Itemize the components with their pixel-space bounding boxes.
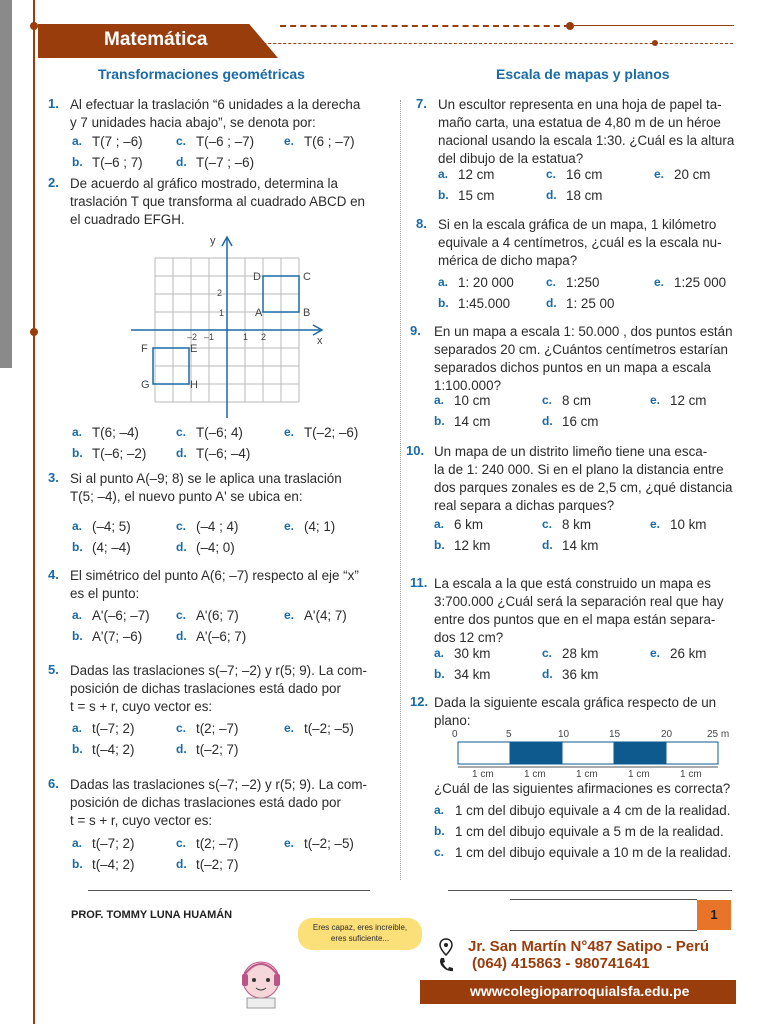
option-letter[interactable]: b. <box>72 629 83 643</box>
question-number: 4. <box>48 567 59 582</box>
option-letter[interactable]: e. <box>650 517 661 531</box>
svg-text:1 cm: 1 cm <box>524 769 546 780</box>
question-number: 10. <box>406 443 425 458</box>
option-text[interactable]: 16 cm <box>562 414 599 429</box>
question-text: plano: <box>434 713 471 728</box>
question-text: la de 1: 240 000. Si en el plano la distancia entre <box>434 462 724 477</box>
point-F: F <box>141 343 148 355</box>
svg-text:25 m: 25 m <box>707 729 730 740</box>
question-text: t = s + r, cuyo vector es: <box>70 699 213 714</box>
option-text[interactable]: 1 cm del dibujo equivale a 4 cm de la realidad. <box>455 803 731 818</box>
option-text[interactable]: t(2; –7) <box>196 721 239 736</box>
question-text: Dadas las traslaciones s(–7; –2) y r(5; 9). La com- <box>70 777 367 792</box>
question-number: 9. <box>410 323 421 338</box>
option-letter[interactable]: d. <box>176 446 187 460</box>
option-letter[interactable]: c. <box>176 519 187 533</box>
point-C: C <box>303 271 311 283</box>
question-text: De acuerdo al gráfico mostrado, determina la <box>70 176 338 191</box>
question-text: dos parques zonales es de 2,5 cm, ¿qué distancia <box>434 480 733 495</box>
y-axis-label: y <box>210 235 216 247</box>
question-text: El simétrico del punto A(6; –7) respecto al eje “x” <box>70 568 359 583</box>
option-letter[interactable]: a. <box>72 134 83 148</box>
option-text[interactable]: t(–7; 2) <box>92 721 135 736</box>
svg-text:1: 1 <box>219 308 225 318</box>
option-letter[interactable]: c. <box>176 425 187 439</box>
option-text[interactable]: (4; –4) <box>92 540 131 555</box>
point-H: H <box>190 379 198 391</box>
option-text[interactable]: t(–4; 2) <box>92 857 135 872</box>
side-band <box>0 0 12 368</box>
option-letter[interactable]: b. <box>434 538 445 552</box>
point-E: E <box>190 343 198 355</box>
option-text[interactable]: A'(–6; –7) <box>92 608 150 623</box>
option-letter[interactable]: b. <box>72 857 83 871</box>
option-text[interactable]: (–4; 0) <box>196 540 235 555</box>
option-text[interactable]: T(–6; 4) <box>196 425 243 440</box>
school-website[interactable]: wwwcolegioparroquialsfa.edu.pe <box>470 983 690 999</box>
question-text: nacional usando la escala 1:30. ¿Cuál es la altura <box>438 133 735 148</box>
option-letter[interactable]: b. <box>72 446 83 460</box>
option-text[interactable]: A'(6; 7) <box>196 608 239 623</box>
svg-text:–2: –2 <box>187 332 198 342</box>
question-text: En un mapa a escala 1: 50.000 , dos puntos están <box>434 324 733 339</box>
question-text: es el punto: <box>70 586 140 601</box>
option-text[interactable]: (–4; 5) <box>92 519 131 534</box>
header-dash-line <box>280 25 570 27</box>
svg-text:15: 15 <box>609 729 621 740</box>
option-letter[interactable]: a. <box>434 393 445 407</box>
option-text[interactable]: 8 km <box>562 517 592 532</box>
option-letter[interactable]: c. <box>542 517 553 531</box>
option-letter[interactable]: a. <box>72 519 83 533</box>
x-axis-label: x <box>317 335 323 347</box>
option-letter[interactable]: b. <box>72 540 83 554</box>
option-letter[interactable]: c. <box>176 134 187 148</box>
option-text[interactable]: 1 cm del dibujo equivale a 5 m de la realidad. <box>455 824 724 839</box>
question-text: el cuadrado EFGH. <box>70 212 185 227</box>
option-letter[interactable]: e. <box>650 393 661 407</box>
question-text: separados 20 cm. ¿Cuántos centímetros estarían <box>434 342 728 357</box>
option-text[interactable]: 20 cm <box>674 167 711 182</box>
option-letter[interactable]: d. <box>176 742 187 756</box>
option-text[interactable]: T(–6; –4) <box>196 446 251 461</box>
option-letter[interactable]: b. <box>434 824 445 838</box>
option-letter[interactable]: d. <box>546 188 557 202</box>
phone-icon <box>438 956 454 974</box>
svg-text:1 cm: 1 cm <box>472 769 494 780</box>
option-letter[interactable]: c. <box>434 845 445 859</box>
option-letter[interactable]: d. <box>546 296 557 310</box>
question-text: Al efectuar la traslación “6 unidades a la derecha <box>70 97 361 112</box>
svg-text:1 cm: 1 cm <box>628 769 650 780</box>
point-G: G <box>141 379 150 391</box>
option-text[interactable]: T(–6; –2) <box>92 446 147 461</box>
option-letter[interactable]: c. <box>176 721 187 735</box>
question-text: posición de dichas traslaciones está dado por <box>70 681 341 696</box>
option-text[interactable]: t(–2; –5) <box>304 721 354 736</box>
question-text: Dadas las traslaciones s(–7; –2) y r(5; 9). La com- <box>70 663 367 678</box>
option-letter[interactable]: d. <box>176 629 187 643</box>
option-text[interactable]: A'(4; 7) <box>304 608 347 623</box>
option-text[interactable]: 18 cm <box>566 188 603 203</box>
question-text: Un escultor representa en una hoja de papel ta- <box>438 97 722 112</box>
question-text: real separa a dichas parques? <box>434 498 615 513</box>
question-number: 5. <box>48 662 59 677</box>
question-number: 8. <box>416 216 427 231</box>
option-text[interactable]: 12 cm <box>670 393 707 408</box>
option-letter[interactable]: c. <box>542 646 553 660</box>
question-number: 3. <box>48 470 59 485</box>
option-text[interactable]: t(–7; 2) <box>92 836 135 851</box>
option-letter[interactable]: e. <box>284 134 295 148</box>
option-letter[interactable]: a. <box>438 275 449 289</box>
header-dot <box>566 22 574 30</box>
section-title-left: Transformaciones geométricas <box>98 66 305 82</box>
option-letter[interactable]: a. <box>72 836 83 850</box>
option-letter[interactable]: b. <box>434 667 445 681</box>
option-letter[interactable]: d. <box>176 540 187 554</box>
option-letter[interactable]: b. <box>438 296 449 310</box>
option-letter[interactable]: a. <box>434 803 445 817</box>
option-text[interactable]: 1:25 000 <box>674 275 727 290</box>
question-text: entre dos puntos que en el mapa están separa- <box>434 612 716 627</box>
option-text[interactable]: t(–4; 2) <box>92 742 135 757</box>
option-letter[interactable]: b. <box>434 414 445 428</box>
svg-text:10: 10 <box>558 729 570 740</box>
option-text[interactable]: t(–2; 7) <box>196 857 239 872</box>
question-number: 12. <box>410 694 429 709</box>
option-text[interactable]: 1: 20 000 <box>458 275 514 290</box>
option-letter[interactable]: c. <box>546 167 557 181</box>
question-text: Un mapa de un distrito limeño tiene una esca- <box>434 444 708 459</box>
question-text: t = s + r, cuyo vector es: <box>70 813 213 828</box>
option-text[interactable]: 14 km <box>562 538 599 553</box>
option-text[interactable]: t(2; –7) <box>196 836 239 851</box>
margin-dot <box>30 22 38 30</box>
option-letter[interactable]: c. <box>176 608 187 622</box>
question-number: 11. <box>410 575 428 590</box>
option-letter[interactable]: e. <box>284 425 295 439</box>
header-dot <box>652 40 658 46</box>
question-number: 1. <box>48 96 59 111</box>
svg-text:1 cm: 1 cm <box>680 769 702 780</box>
question-text: T(5; –4), el nuevo punto A' se ubica en: <box>70 489 303 504</box>
svg-text:5: 5 <box>506 729 512 740</box>
option-text[interactable]: T(–7 ; –6) <box>196 155 255 170</box>
option-text[interactable]: 10 cm <box>454 393 491 408</box>
option-letter[interactable]: e. <box>650 646 661 660</box>
location-pin-icon <box>438 938 454 956</box>
question-text: mérica de dicho mapa? <box>438 253 578 268</box>
option-text[interactable]: 16 cm <box>566 167 603 182</box>
option-text[interactable]: 12 cm <box>458 167 495 182</box>
option-letter[interactable]: d. <box>176 155 187 169</box>
option-text[interactable]: 10 km <box>670 517 707 532</box>
option-letter[interactable]: e. <box>654 167 665 181</box>
option-text[interactable]: (–4 ; 4) <box>196 519 239 534</box>
option-letter[interactable]: e. <box>284 721 295 735</box>
option-letter[interactable]: a. <box>434 646 445 660</box>
svg-text:2: 2 <box>261 332 267 342</box>
option-text[interactable]: T(–2; –6) <box>304 425 359 440</box>
margin-line <box>33 0 35 1024</box>
question-text: Si en la escala gráfica de un mapa, 1 kilómetro <box>438 217 717 232</box>
option-text[interactable]: 8 cm <box>562 393 592 408</box>
svg-text:–1: –1 <box>204 332 215 342</box>
option-text[interactable]: 1 cm del dibujo equivale a 10 m de la realidad. <box>455 845 732 860</box>
option-letter[interactable]: d. <box>542 414 553 428</box>
svg-text:20: 20 <box>661 729 673 740</box>
option-text[interactable]: T(6; –4) <box>92 425 139 440</box>
svg-text:1 cm: 1 cm <box>576 769 598 780</box>
school-address: Jr. San Martín N°487 Satipo - Perú <box>468 938 710 955</box>
option-letter[interactable]: d. <box>542 667 553 681</box>
question-text: La escala a la que está construido un mapa es <box>434 576 711 591</box>
question-text: maño carta, una estatua de 4,80 m de un héroe <box>438 115 721 130</box>
option-text[interactable]: 1:45.000 <box>458 296 511 311</box>
svg-text:0: 0 <box>452 729 458 740</box>
question-number: 6. <box>48 776 59 791</box>
option-letter[interactable]: e. <box>284 608 295 622</box>
svg-text:2: 2 <box>217 288 223 298</box>
page-rule <box>510 930 697 931</box>
option-letter[interactable]: a. <box>72 721 83 735</box>
option-letter[interactable]: a. <box>434 517 445 531</box>
question-text: Dada la siguiente escala gráfica respecto de un <box>434 695 717 710</box>
option-letter[interactable]: e. <box>284 519 295 533</box>
point-B: B <box>303 307 311 319</box>
motivation-bubble: Eres capaz, eres increible, eres suficiente... <box>298 918 422 950</box>
question-number: 2. <box>48 175 59 190</box>
option-text[interactable]: A'(7; –6) <box>92 629 143 644</box>
option-letter[interactable]: d. <box>176 857 187 871</box>
page-rule <box>510 899 697 900</box>
option-letter[interactable]: b. <box>72 155 83 169</box>
option-letter[interactable]: c. <box>542 393 553 407</box>
header-line <box>574 25 734 26</box>
question-text: del dibujo de la estatua? <box>438 151 584 166</box>
option-text[interactable]: 6 km <box>454 517 484 532</box>
column-divider <box>400 100 401 880</box>
option-text[interactable]: T(6 ; –7) <box>304 134 355 149</box>
page-number: 1 <box>697 900 731 930</box>
option-letter[interactable]: a. <box>72 608 83 622</box>
option-letter[interactable]: b. <box>72 742 83 756</box>
option-text[interactable]: 30 km <box>454 646 491 661</box>
option-letter[interactable]: b. <box>438 188 449 202</box>
school-phone: (064) 415863 - 980741641 <box>472 955 650 972</box>
option-text[interactable]: 12 km <box>454 538 491 553</box>
svg-text:1: 1 <box>243 332 249 342</box>
option-text[interactable]: T(–6 ; –7) <box>196 134 255 149</box>
option-text[interactable]: t(–2; –5) <box>304 836 354 851</box>
question-text: 1:100.000? <box>434 378 502 393</box>
option-letter[interactable]: a. <box>438 167 449 181</box>
question-text: y 7 unidades hacia abajo”, se denota por: <box>70 115 316 130</box>
footer-rule-left <box>88 890 370 891</box>
graphic-scale <box>430 725 740 785</box>
question-text: 3:700.000 ¿Cuál será la separación real que hay <box>434 594 724 609</box>
option-text[interactable]: t(–2; 7) <box>196 742 239 757</box>
question-number: 7. <box>416 96 427 111</box>
coordinate-graph <box>125 232 335 422</box>
option-text[interactable]: A'(–6; 7) <box>196 629 247 644</box>
option-text[interactable]: 15 cm <box>458 188 495 203</box>
girl-illustration <box>232 950 290 1012</box>
question-text: Si al punto A(–9; 8) se le aplica una traslación <box>70 471 342 486</box>
option-text[interactable]: T(–6 ; 7) <box>92 155 143 170</box>
question-text: dos 12 cm? <box>434 630 504 645</box>
question-text: separados dichos puntos en un mapa a escala <box>434 360 711 375</box>
point-A: A <box>255 307 263 319</box>
teacher-name: PROF. TOMMY LUNA HUAMÁN <box>71 909 233 921</box>
option-text[interactable]: 14 cm <box>454 414 491 429</box>
option-text[interactable]: (4; 1) <box>304 519 336 534</box>
option-text[interactable]: 26 km <box>670 646 707 661</box>
question-text: equivale a 4 centímetros, ¿cuál es la escala nu- <box>438 235 722 250</box>
option-text[interactable]: 1: 25 00 <box>566 296 615 311</box>
option-letter[interactable]: a. <box>72 425 83 439</box>
option-text[interactable]: 34 km <box>454 667 491 682</box>
option-text[interactable]: T(7 ; –6) <box>92 134 143 149</box>
point-D: D <box>253 271 261 283</box>
section-title-right: Escala de mapas y planos <box>496 66 670 82</box>
option-letter[interactable]: e. <box>654 275 665 289</box>
question-text: posición de dichas traslaciones está dado por <box>70 795 341 810</box>
footer-rule-right <box>448 890 732 891</box>
option-letter[interactable]: c. <box>176 836 187 850</box>
option-letter[interactable]: e. <box>284 836 295 850</box>
margin-dot <box>30 328 38 336</box>
option-text[interactable]: 28 km <box>562 646 599 661</box>
subject-title: Matemática <box>104 29 208 50</box>
option-text[interactable]: 1:250 <box>566 275 600 290</box>
option-text[interactable]: 36 km <box>562 667 599 682</box>
question-prompt: ¿Cuál de las siguientes afirmaciones es correcta? <box>434 781 731 796</box>
option-letter[interactable]: d. <box>542 538 553 552</box>
question-text: traslación T que transforma al cuadrado ABCD en <box>70 194 366 209</box>
option-letter[interactable]: c. <box>546 275 557 289</box>
